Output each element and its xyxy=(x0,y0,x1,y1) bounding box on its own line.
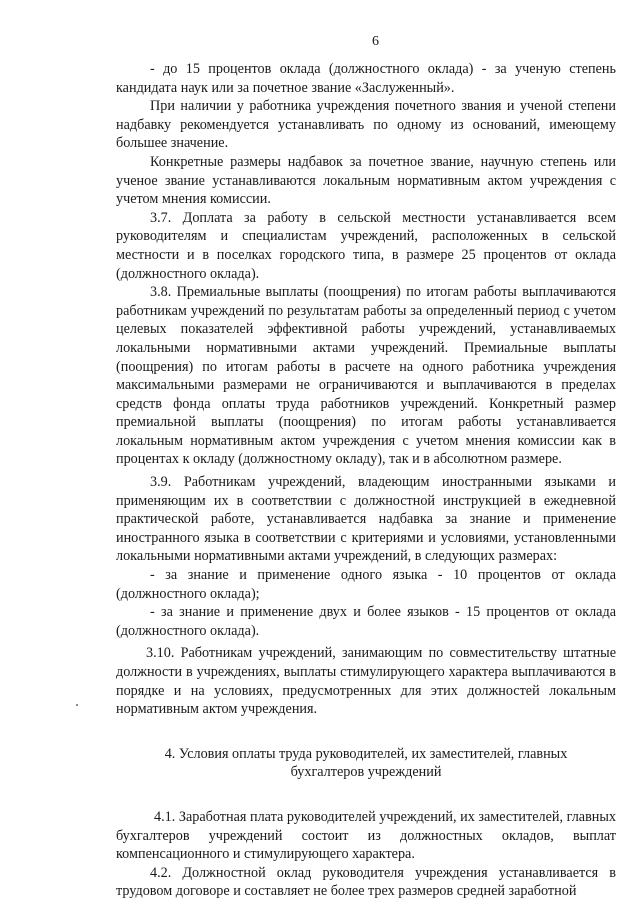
paragraph-3-7: 3.7. Доплата за работу в сельской местности устанавливается всем руководителям и специалистам учреждений, расположенных в сельской местности и в поселках городского типа, в размере 25 процентов от оклада (должностного оклада). xyxy=(116,209,616,282)
paragraph-4-1: 4.1. Заработная плата руководителей учреждений, их заместителей, главных бухгалтеров учреждений состоит из должностных окладов, выплат компенсационного и стимулирующего характера. xyxy=(116,808,616,863)
paragraph-3-9: 3.9. Работникам учреждений, владеющим иностранными языками и применяющим их в соответствии с должностной инструкцией в ежедневной практической работе, устанавливается надбавка за знание и применение иностранного языка в соответствии с критериями и условиями, установленными локальными нормативными актами учреждений, в следующих размерах: xyxy=(116,474,616,565)
scan-speck xyxy=(76,704,78,706)
paragraph-two-languages: - за знание и применение двух и более языков - 15 процентов от оклада (должностного оклада). xyxy=(116,604,616,639)
paragraph-3-10: 3.10. Работникам учреждений, занимающим по совместительству штатные должности в учреждениях, выплаты стимулирующего характера выплачиваются в порядке и на условиях, предусмотренных для этих должностей локальным нормативным актом учреждения. xyxy=(116,645,616,718)
paragraph-one-language: - за знание и применение одного языка - 10 процентов от оклада (должностного оклада); xyxy=(116,567,616,602)
paragraph-3-8: 3.8. Премиальные выплаты (поощрения) по итогам работы выплачиваются работникам учреждений по результатам работы за определенный период с учетом целевых показателей эффективной работы учреждений, устанавливаемых локальными нормативными актами учреждений. Премиальные выплаты (поощрения) по итогам работы в расчете на одного работника учреждения максимальными размерами не ограничиваются и выплачиваются в пределах средств фонда оплаты труда работников учреждений. Конкретный размер премиальной выплаты (поощрения) по итогам работы устанавливается локальным нормативным актом учреждения с учетом мнения комиссии как в процентах к окладу (должностному окладу), так и в абсолютном размере. xyxy=(116,284,616,468)
paragraph-4-2: 4.2. Должностной оклад руководителя учреждения устанавливается в трудовом договоре и составляет не более трех размеров средней заработной xyxy=(116,864,616,900)
page-number: 6 xyxy=(372,34,379,49)
document-body xyxy=(116,60,616,901)
paragraph-degree-bonus: - до 15 процентов оклада (должностного оклада) - за ученую степень кандидата наук или за почетное звание «Заслуженный». xyxy=(116,61,616,96)
paragraph-title-and-degree: При наличии у работника учреждения почетного звания и ученой степени надбавку рекомендуется устанавливать по одному из оснований, имеющему большее значение. xyxy=(116,98,616,152)
paragraph-specific-bonus-amounts: Конкретные размеры надбавок за почетное звание, научную степень или ученое звание устанавливаются локальным нормативным актом учреждения с учетом мнения комиссии. xyxy=(116,153,616,208)
section-heading-4: 4. Условия оплаты труда руководителей, их заместителей, главных бухгалтеров учреждений xyxy=(164,745,568,781)
